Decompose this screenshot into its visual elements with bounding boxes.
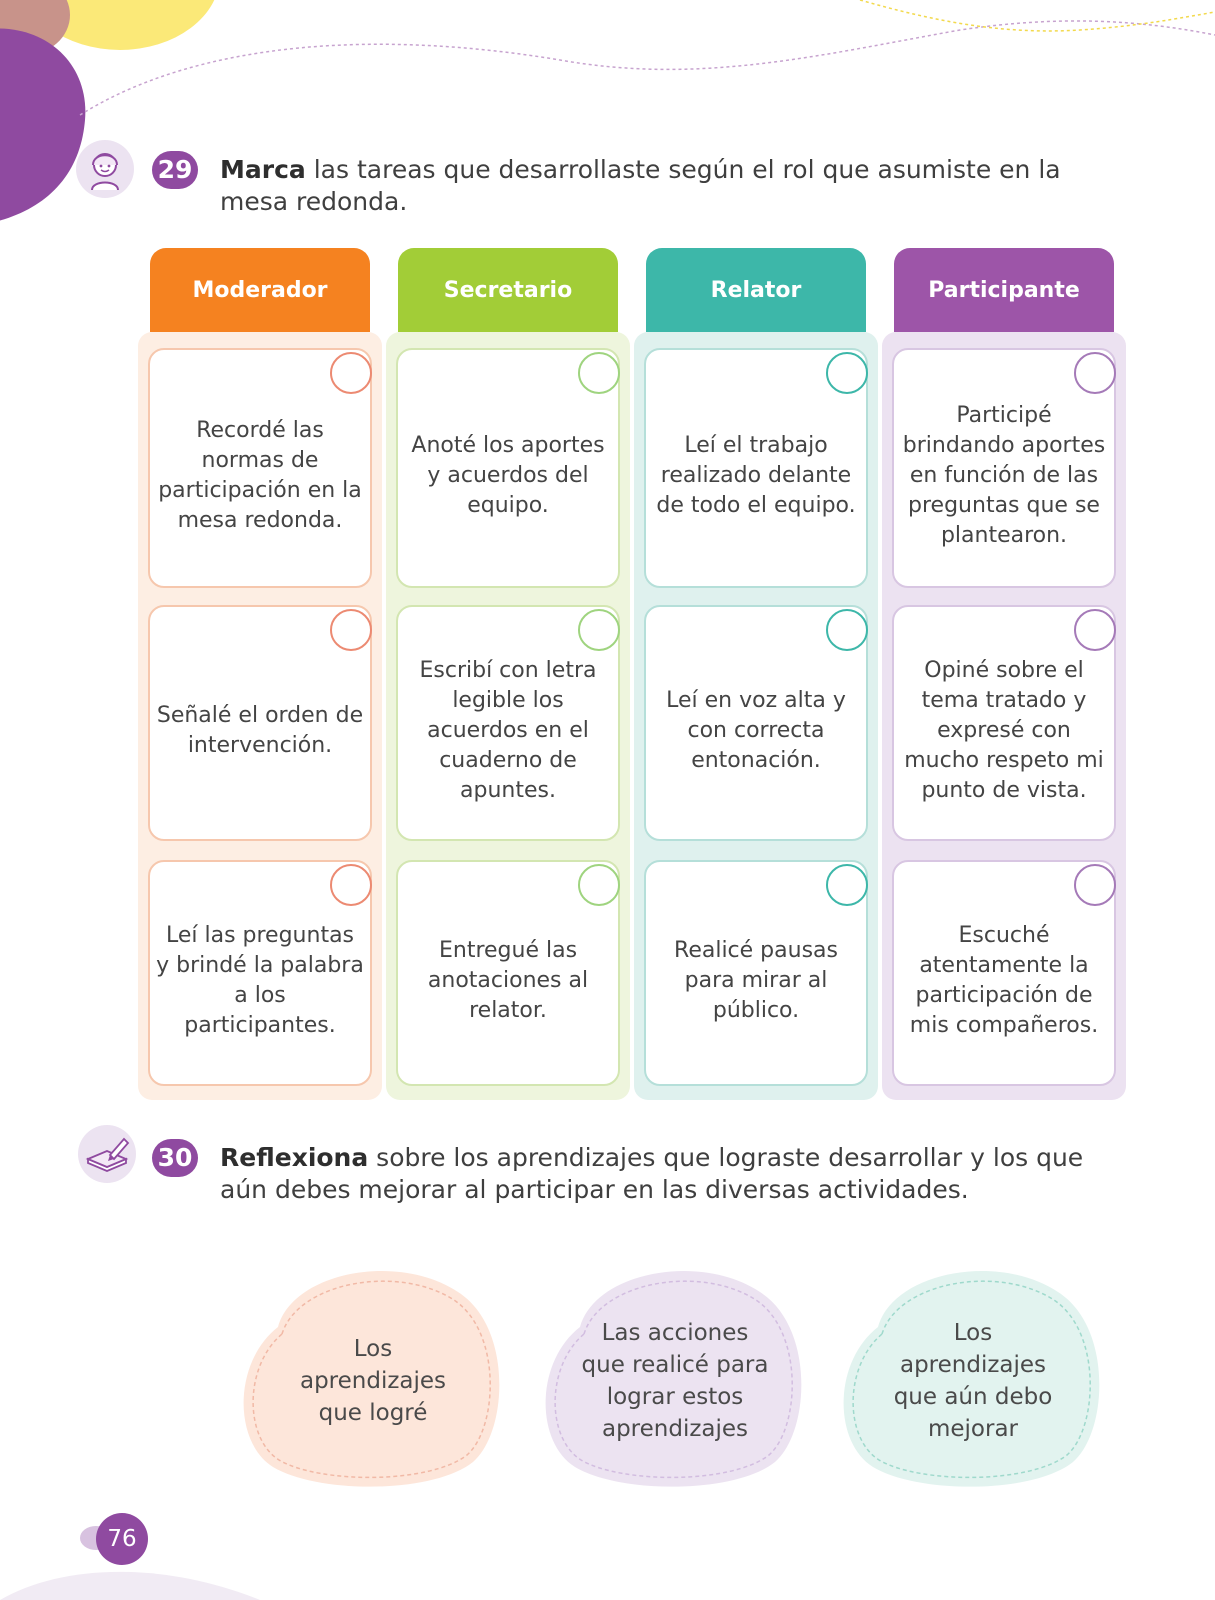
task-card <box>644 348 868 588</box>
task-checkbox[interactable] <box>826 352 868 394</box>
task-checkbox[interactable] <box>330 609 372 651</box>
role-column-header: Relator <box>646 248 866 332</box>
question-30-number: 30 <box>152 1139 198 1177</box>
task-checkbox[interactable] <box>1074 352 1116 394</box>
task-text: Realicé pausas para mirar al público. <box>674 938 838 1023</box>
role-column-1 <box>398 248 618 1100</box>
question-29-instruction <box>220 154 1100 218</box>
page-number: 76 <box>96 1513 148 1565</box>
role-column-2 <box>646 248 866 1100</box>
book-writing-icon <box>78 1125 136 1183</box>
task-card <box>396 348 620 588</box>
task-checkbox[interactable] <box>330 352 372 394</box>
question-29-verb: Marca <box>220 155 306 184</box>
task-text: Señalé el orden de intervención. <box>156 703 364 758</box>
cloud-text: Los aprendizajes que logré <box>299 1336 447 1426</box>
task-card <box>892 605 1116 841</box>
purple-blob-left <box>0 28 85 225</box>
question-30-instruction <box>220 1142 1100 1206</box>
lilac-blob-bottom <box>0 1572 260 1600</box>
task-card <box>892 348 1116 588</box>
task-text: Leí las preguntas y brindé la palabra a los participantes. <box>156 923 364 1038</box>
question-29-number: 29 <box>152 151 198 189</box>
task-text: Leí el trabajo realizado delante de todo el equipo. <box>656 433 856 518</box>
role-column-0 <box>150 248 370 1100</box>
task-checkbox[interactable] <box>330 864 372 906</box>
task-card <box>148 348 372 588</box>
task-text: Participé brindando aportes en función de las preguntas que se plantearon. <box>902 403 1106 548</box>
task-checkbox[interactable] <box>578 352 620 394</box>
task-text: Escuché atentamente la participación de mis compañeros. <box>909 923 1099 1038</box>
dashed-wave-top <box>80 21 1215 115</box>
task-checkbox[interactable] <box>826 864 868 906</box>
role-column-header: Secretario <box>398 248 618 332</box>
reflection-cloud-2 <box>838 1262 1108 1492</box>
task-checkbox[interactable] <box>578 609 620 651</box>
task-card <box>148 860 372 1086</box>
student-avatar-icon <box>76 140 134 198</box>
task-card <box>396 860 620 1086</box>
task-text: Entregué las anotaciones al relator. <box>427 938 589 1023</box>
task-checkbox[interactable] <box>826 609 868 651</box>
task-card <box>892 860 1116 1086</box>
task-card <box>396 605 620 841</box>
cloud-text: Los aprendizajes que aún debo mejorar <box>893 1320 1053 1442</box>
role-column-header: Moderador <box>150 248 370 332</box>
task-card <box>148 605 372 841</box>
task-text: Leí en voz alta y con correcta entonación. <box>666 688 846 773</box>
question-30-verb: Reflexiona <box>220 1143 369 1172</box>
question-29-text: las tareas que desarrollaste según el rol que asumiste en la mesa redonda. <box>220 155 1061 216</box>
task-text: Recordé las normas de participación en la mesa redonda. <box>158 418 362 533</box>
task-text: Escribí con letra legible los acuerdos en el cuaderno de apuntes. <box>419 658 597 803</box>
role-column-3 <box>894 248 1114 1100</box>
reflection-cloud-0 <box>238 1262 508 1492</box>
task-text: Opiné sobre el tema tratado y expresé con mucho respeto mi punto de vista. <box>904 658 1104 803</box>
role-column-header: Participante <box>894 248 1114 332</box>
task-checkbox[interactable] <box>578 864 620 906</box>
task-text: Anoté los aportes y acuerdos del equipo. <box>411 433 605 518</box>
task-checkbox[interactable] <box>1074 609 1116 651</box>
question-30-text: sobre los aprendizajes que lograste desarrollar y los que aún debes mejorar al participar en las diversas actividades. <box>220 1143 1084 1204</box>
cloud-text: Las acciones que realicé para lograr estos aprendizajes <box>581 1320 769 1442</box>
task-card <box>644 605 868 841</box>
task-checkbox[interactable] <box>1074 864 1116 906</box>
reflection-cloud-1 <box>540 1262 810 1492</box>
task-card <box>644 860 868 1086</box>
